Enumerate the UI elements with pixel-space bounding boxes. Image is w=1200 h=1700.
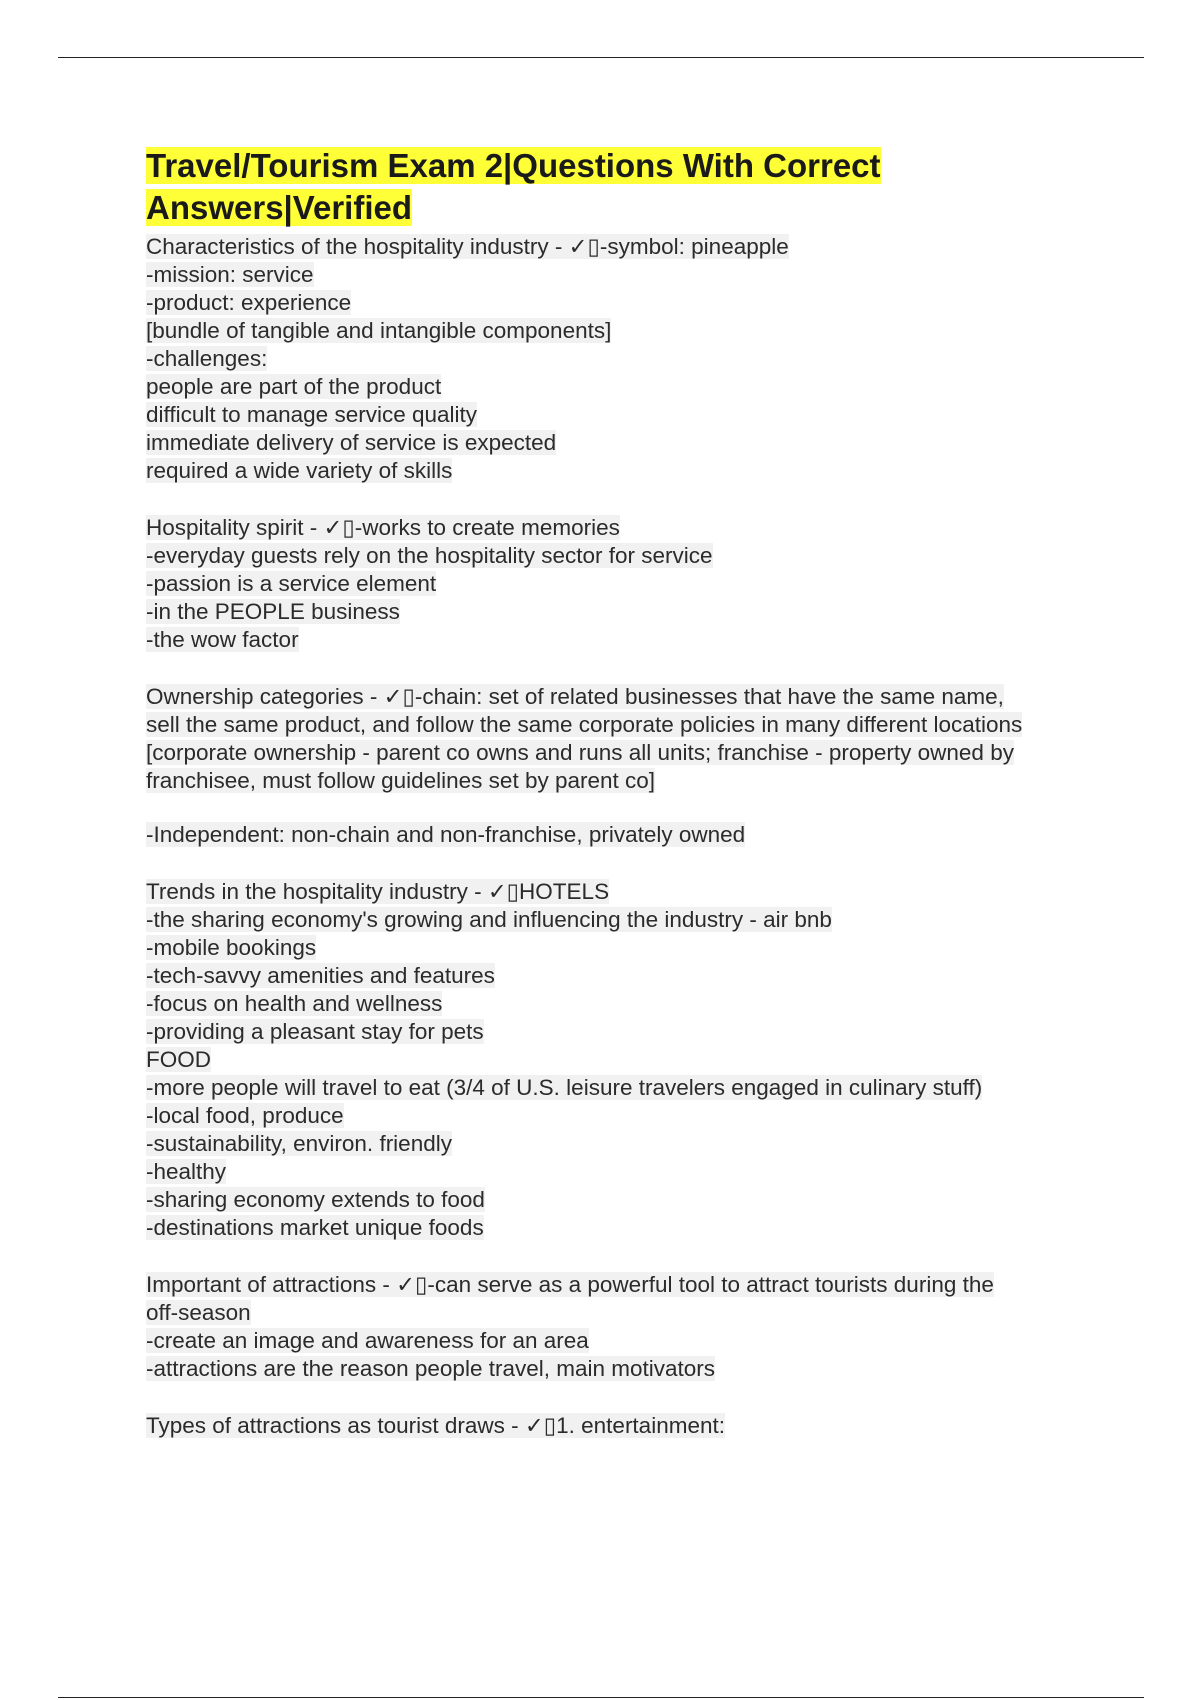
line-text: Hospitality spirit - ✓▯-works to create memories <box>146 515 620 540</box>
line-text: [corporate ownership - parent co owns and runs all units; franchise - property owned by <box>146 740 1014 765</box>
line-text: -focus on health and wellness <box>146 991 443 1016</box>
qa-question-line <box>146 878 1106 906</box>
line-text: off-season <box>146 1300 251 1325</box>
line-text: -create an image and awareness for an area <box>146 1328 589 1353</box>
line-text: -challenges: <box>146 346 268 371</box>
title-line-2: Answers|Verified <box>146 189 413 226</box>
line-text: -tech-savvy amenities and features <box>146 963 495 988</box>
qa-answer-line <box>146 1130 1106 1158</box>
qa-answer-line <box>146 289 1106 317</box>
top-rule <box>58 57 1144 58</box>
qa-answer-line <box>146 457 1106 485</box>
qa-answer-line <box>146 1102 1106 1130</box>
qa-answer-line <box>146 429 1106 457</box>
line-text: Types of attractions as tourist draws - ✓▯1. entertainment: <box>146 1413 725 1438</box>
document-body <box>146 145 1106 1469</box>
qa-block <box>146 1271 1106 1383</box>
qa-answer-line <box>146 711 1106 739</box>
line-text: difficult to manage service quality <box>146 402 478 427</box>
qa-answer-line <box>146 1186 1106 1214</box>
qa-answer-line <box>146 906 1106 934</box>
line-text: -sustainability, environ. friendly <box>146 1131 452 1156</box>
qa-answer-line <box>146 1046 1106 1074</box>
qa-answer-line <box>146 1018 1106 1046</box>
qa-answer-line <box>146 962 1106 990</box>
line-text: -in the PEOPLE business <box>146 599 400 624</box>
qa-answer-line <box>146 261 1106 289</box>
line-text: -more people will travel to eat (3/4 of U.S. leisure travelers engaged in culinary stuff) <box>146 1075 983 1100</box>
line-text: -product: experience <box>146 290 352 315</box>
qa-answer-line <box>146 373 1106 401</box>
qa-answer-line <box>146 739 1106 767</box>
qa-block <box>146 1412 1106 1440</box>
qa-question-line <box>146 1412 1106 1440</box>
qa-answer-line <box>146 1074 1106 1102</box>
qa-answer-line <box>146 990 1106 1018</box>
qa-block <box>146 878 1106 1242</box>
line-text: -destinations market unique foods <box>146 1215 484 1240</box>
line-text: franchisee, must follow guidelines set by parent co] <box>146 768 656 793</box>
line-text: -mobile bookings <box>146 935 317 960</box>
line-text: -providing a pleasant stay for pets <box>146 1019 484 1044</box>
qa-question-line <box>146 683 1106 711</box>
line-text: Important of attractions - ✓▯-can serve as a powerful tool to attract tourists during the <box>146 1272 994 1297</box>
qa-answer-line <box>146 317 1106 345</box>
qa-answer-line <box>146 570 1106 598</box>
qa-answer-line <box>146 598 1106 626</box>
line-text: [bundle of tangible and intangible components] <box>146 318 612 343</box>
qa-answer-line <box>146 767 1106 795</box>
line-text: -the wow factor <box>146 627 299 652</box>
qa-question-line <box>146 1271 1106 1299</box>
line-text: -the sharing economy's growing and influencing the industry - air bnb <box>146 907 832 932</box>
qa-list <box>146 233 1106 1440</box>
line-text: -healthy <box>146 1159 227 1184</box>
paragraph-gap <box>146 795 1106 821</box>
line-text: -attractions are the reason people travel, main motivators <box>146 1356 716 1381</box>
line-text: sell the same product, and follow the same corporate policies in many different locations <box>146 712 1023 737</box>
qa-answer-line <box>146 345 1106 373</box>
title-line-1: Travel/Tourism Exam 2|Questions With Correct <box>146 147 881 184</box>
line-text: Characteristics of the hospitality industry - ✓▯-symbol: pineapple <box>146 234 789 259</box>
line-text: Ownership categories - ✓▯-chain: set of related businesses that have the same name, <box>146 684 1004 709</box>
qa-block <box>146 514 1106 654</box>
line-text: people are part of the product <box>146 374 442 399</box>
qa-block <box>146 683 1106 849</box>
qa-answer-line <box>146 401 1106 429</box>
line-text: -everyday guests rely on the hospitality sector for service <box>146 543 713 568</box>
qa-answer-line <box>146 1327 1106 1355</box>
qa-answer-line <box>146 934 1106 962</box>
line-text: FOOD <box>146 1047 211 1072</box>
qa-answer-line <box>146 626 1106 654</box>
qa-answer-line <box>146 542 1106 570</box>
document-title <box>146 145 1106 229</box>
line-text: -local food, produce <box>146 1103 344 1128</box>
line-text: Trends in the hospitality industry - ✓▯HOTELS <box>146 879 610 904</box>
line-text: immediate delivery of service is expected <box>146 430 557 455</box>
line-text: -mission: service <box>146 262 314 287</box>
line-text: -sharing economy extends to food <box>146 1187 485 1212</box>
qa-question-line <box>146 514 1106 542</box>
qa-answer-line <box>146 1299 1106 1327</box>
line-text: required a wide variety of skills <box>146 458 453 483</box>
qa-answer-line <box>146 1158 1106 1186</box>
qa-question-line <box>146 233 1106 261</box>
qa-block <box>146 233 1106 485</box>
qa-answer-line <box>146 1355 1106 1383</box>
qa-answer-line <box>146 821 1106 849</box>
line-text: -passion is a service element <box>146 571 437 596</box>
qa-answer-line <box>146 1214 1106 1242</box>
line-text: -Independent: non-chain and non-franchise, privately owned <box>146 822 746 847</box>
bottom-rule <box>58 1697 1144 1698</box>
